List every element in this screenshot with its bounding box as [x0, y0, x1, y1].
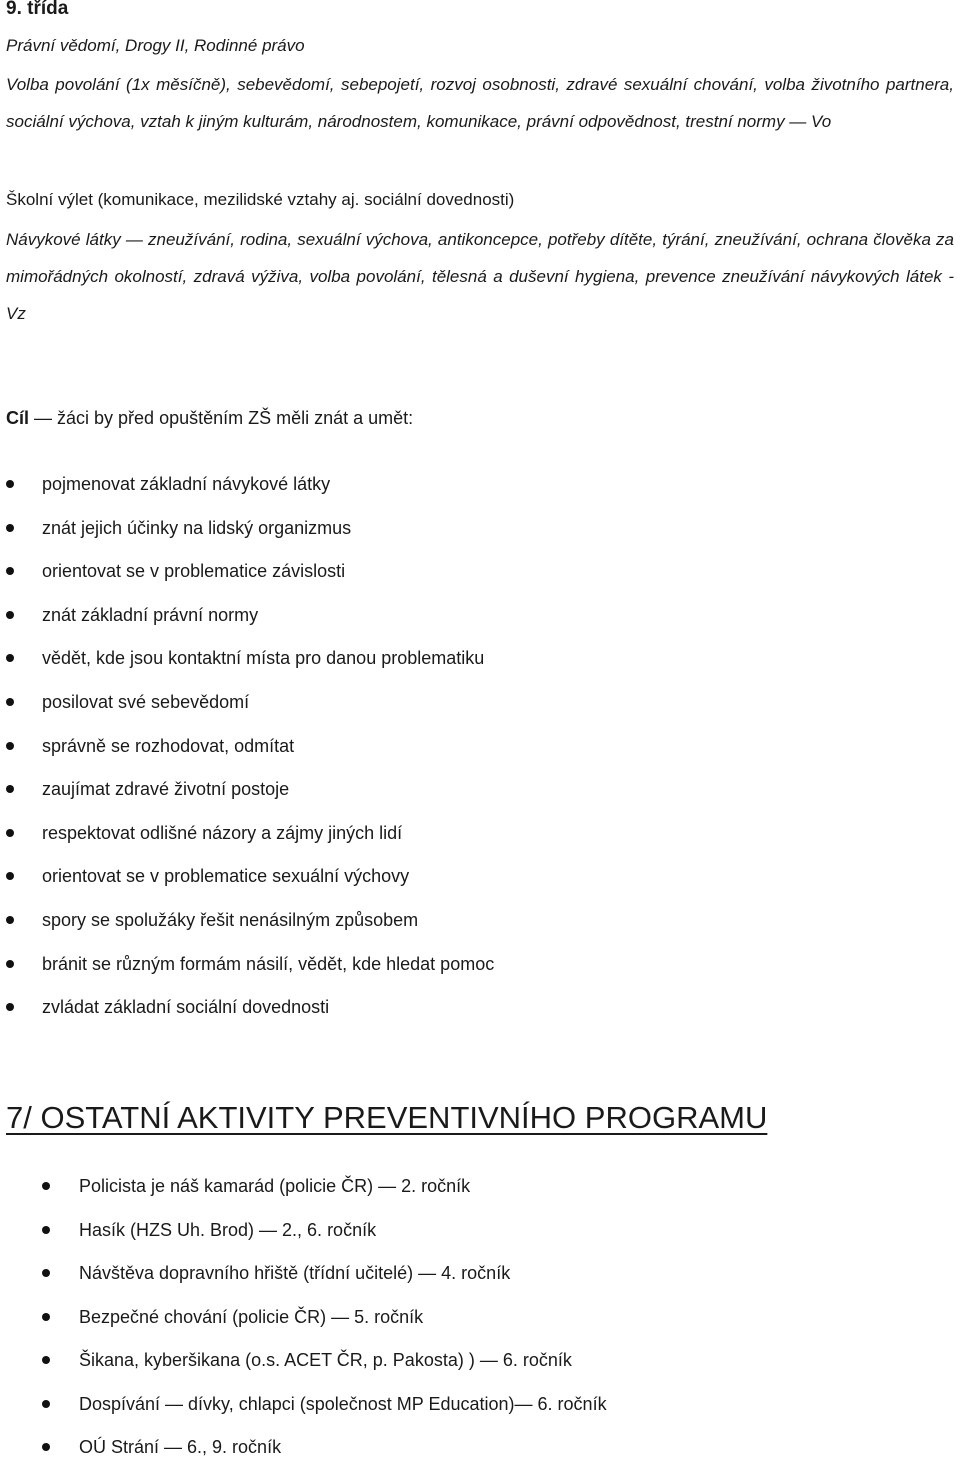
list-item — [0, 1176, 607, 1220]
list-item — [0, 561, 494, 605]
bullet-icon — [42, 1443, 50, 1451]
list-item-text: Dospívání — dívky, chlapci (společnost MP Education)— 6. ročník — [79, 1393, 607, 1414]
list-item-text: orientovat se v problematice závislosti — [42, 561, 346, 582]
list-item-text: znát jejich účinky na lidský organizmus — [42, 517, 352, 538]
list-item-text: posilovat své sebevědomí — [42, 691, 250, 712]
list-item — [0, 1394, 607, 1438]
bullet-icon — [6, 742, 14, 750]
bullet-icon — [42, 1182, 50, 1190]
list-item-text: spory se spolužáky řešit nenásilným způsobem — [42, 909, 419, 930]
topics-line: Právní vědomí, Drogy II, Rodinné právo — [6, 36, 305, 55]
list-item — [0, 1437, 607, 1481]
list-item-text: správně se rozhodovat, odmítat — [42, 735, 295, 756]
bullet-icon — [6, 611, 14, 619]
list-item — [0, 1263, 607, 1307]
activities-list — [0, 1176, 607, 1481]
list-item-text: Policista je náš kamarád (policie ČR) — 2. ročník — [79, 1176, 471, 1196]
grade-heading: 9. třída — [6, 0, 69, 19]
bullet-icon — [42, 1226, 50, 1234]
list-item-text: Šikana, kyberšikana (o.s. ACET ČR, p. Pakosta) ) — 6. ročník — [79, 1350, 572, 1370]
list-item-text: OÚ Strání — 6., 9. ročník — [79, 1437, 282, 1457]
list-item-text: bránit se různým formám násilí, vědět, kde hledat pomoc — [42, 953, 495, 974]
school-trip-line: Školní výlet (komunikace, mezilidské vztahy aj. sociální dovednosti) — [6, 190, 515, 209]
list-item — [0, 692, 494, 736]
list-item — [0, 866, 494, 910]
list-item-text: orientovat se v problematice sexuální výchovy — [42, 866, 410, 887]
bullet-icon — [42, 1400, 50, 1408]
bullet-icon — [42, 1356, 50, 1364]
list-item-text: Návštěva dopravního hřiště (třídní učitelé) — 4. ročník — [79, 1263, 511, 1283]
goal-line — [6, 408, 413, 429]
section-title: 7/ OSTATNÍ AKTIVITY PREVENTIVNÍHO PROGRAMU — [6, 1100, 768, 1135]
list-item — [0, 474, 494, 518]
bullet-icon — [42, 1313, 50, 1321]
list-item-text: respektovat odlišné názory a zájmy jiných lidí — [42, 822, 403, 843]
bullet-icon — [6, 785, 14, 793]
list-item — [0, 736, 494, 780]
list-item-text: znát základní právní normy — [42, 604, 259, 625]
list-item — [0, 823, 494, 867]
list-item — [0, 1220, 607, 1264]
paragraph-vo: Volba povolání (1x měsíčně), sebevědomí, sebepojetí, rozvoj osobnosti, zdravé sexuální chování, volba životního partnera, sociální výchova, vztah k jiným kulturám, národnostem, komunikace, právní odpovědnost, trestní normy — Vo — [6, 75, 954, 131]
paragraph-vz: Návykové látky — zneužívání, rodina, sexuální výchova, antikoncepce, potřeby dítěte, týrání, zneužívání, ochrana člověka za mimořádných okolností, zdravá výživa, volba povolání, tělesná a duševní hygiena, prevence zneužívání návykových látek - Vz — [6, 230, 954, 323]
bullet-icon — [6, 654, 14, 662]
bullet-icon — [6, 698, 14, 706]
bullet-icon — [6, 872, 14, 880]
bullet-icon — [6, 480, 14, 488]
list-item — [0, 954, 494, 998]
list-item-text: Bezpečné chování (policie ČR) — 5. ročník — [79, 1306, 424, 1327]
list-item — [0, 605, 494, 649]
list-item-text: zaujímat zdravé životní postoje — [42, 779, 290, 800]
list-item — [0, 1307, 607, 1351]
list-item — [0, 518, 494, 562]
list-item — [0, 779, 494, 823]
bullet-icon — [6, 829, 14, 837]
list-item-text: zvládat základní sociální dovednosti — [42, 997, 330, 1018]
list-item-text: Hasík (HZS Uh. Brod) — 2., 6. ročník — [79, 1219, 377, 1240]
list-item — [0, 910, 494, 954]
goals-list — [0, 474, 494, 1041]
goal-label: Cíl — [6, 408, 30, 428]
bullet-icon — [6, 524, 14, 532]
list-item — [0, 648, 494, 692]
goal-text: — žáci by před opuštěním ZŠ měli znát a umět: — [29, 408, 414, 428]
list-item-text: pojmenovat základní návykové látky — [42, 474, 331, 494]
bullet-icon — [42, 1269, 50, 1277]
bullet-icon — [6, 960, 14, 968]
list-item-text: vědět, kde jsou kontaktní místa pro danou problematiku — [42, 648, 485, 669]
list-item — [0, 1350, 607, 1394]
list-item — [0, 997, 494, 1041]
bullet-icon — [6, 916, 14, 924]
bullet-icon — [6, 567, 14, 575]
bullet-icon — [6, 1003, 14, 1011]
